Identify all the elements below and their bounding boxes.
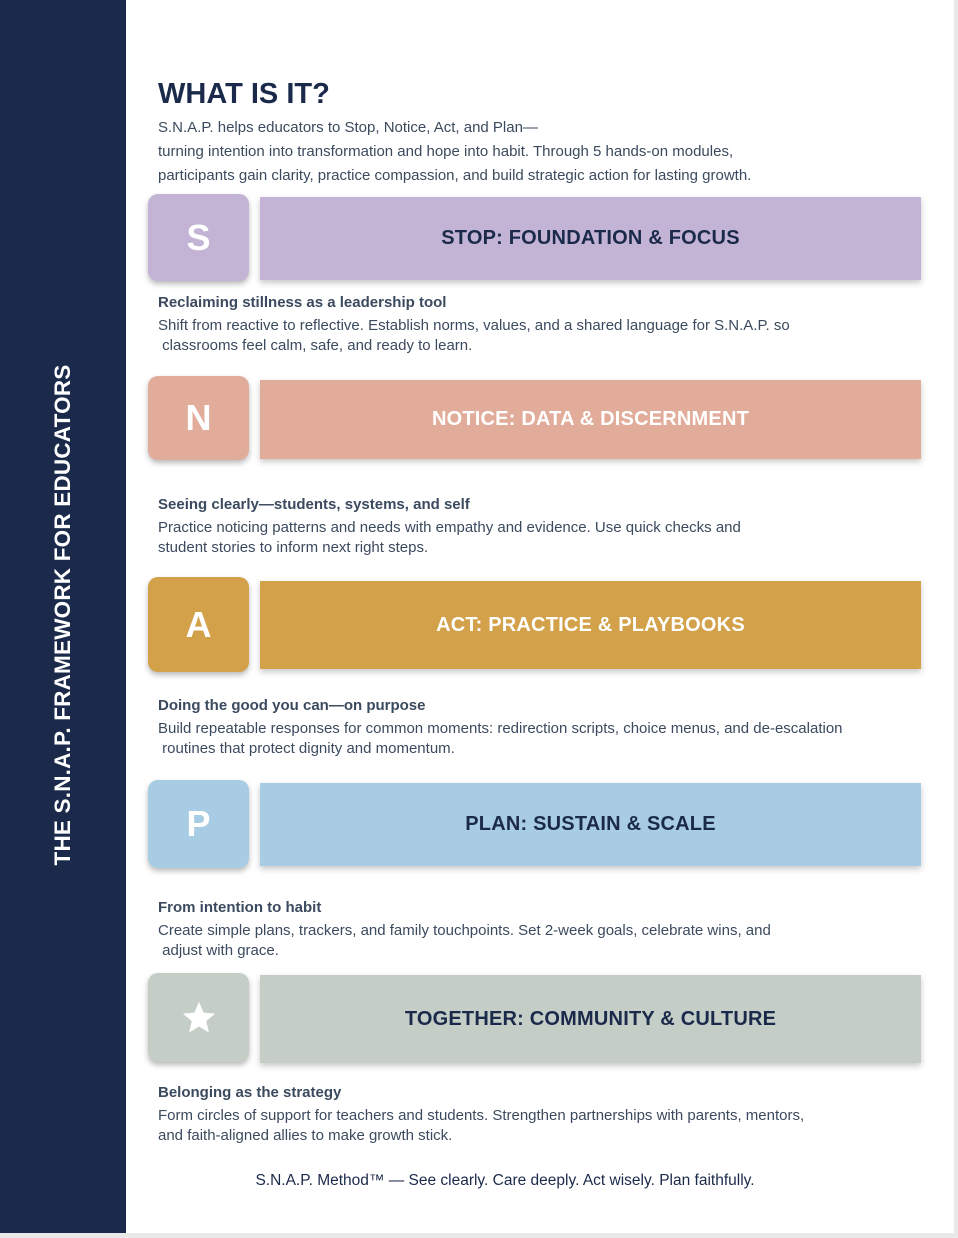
description-line: and faith-aligned allies to make growth stick.	[158, 1127, 453, 1144]
footer-tagline: S.N.A.P. Method™ — See clearly. Care deeply. Act wisely. Plan faithfully.	[255, 1172, 755, 1189]
section-bar-act	[260, 581, 921, 669]
section-bar-stop	[260, 197, 921, 280]
description-line: routines that protect dignity and momentum.	[158, 740, 455, 757]
star-tile	[148, 973, 249, 1062]
page-bottom-edge	[0, 1233, 958, 1238]
section-description	[158, 1106, 928, 1146]
sidebar-title: THE S.N.A.P. FRAMEWORK FOR EDUCATORS	[50, 364, 75, 866]
section-title: STOP: FOUNDATION & FOCUS	[441, 227, 740, 249]
description-line: classrooms feel calm, safe, and ready to learn.	[158, 337, 473, 354]
section-subhead: Reclaiming stillness as a leadership tool	[158, 294, 447, 311]
intro-line: turning intention into transformation and hope into habit. Through 5 hands-on modules,	[158, 143, 734, 160]
section-subhead: Seeing clearly—students, systems, and self	[158, 496, 470, 513]
description-line: Create simple plans, trackers, and family touchpoints. Set 2-week goals, celebrate wins, and	[158, 922, 771, 939]
star-icon	[180, 999, 218, 1037]
section-title: TOGETHER: COMMUNITY & CULTURE	[404, 1007, 777, 1030]
section-subhead: Belonging as the strategy	[158, 1084, 342, 1101]
section-subhead: Doing the good you can—on purpose	[158, 697, 426, 714]
letter-tile-n: N	[148, 376, 249, 460]
letter-tile-a: A	[148, 577, 249, 672]
intro-line: S.N.A.P. helps educators to Stop, Notice, Act, and Plan—	[158, 119, 538, 136]
section-title: NOTICE: DATA & DISCERNMENT	[431, 408, 750, 430]
section-title: ACT: PRACTICE & PLAYBOOKS	[436, 613, 745, 636]
intro-paragraph	[158, 116, 938, 188]
intro-line: participants gain clarity, practice compassion, and build strategic action for lasting growth.	[158, 167, 752, 184]
sidebar	[0, 0, 126, 1233]
description-line: Build repeatable responses for common moments: redirection scripts, choice menus, and de-escalation	[158, 720, 843, 737]
description-line: Practice noticing patterns and needs with empathy and evidence. Use quick checks and	[158, 519, 741, 536]
section-description	[158, 719, 928, 759]
description-line: Shift from reactive to reflective. Establish norms, values, and a shared language for S.N.A.P. so	[158, 317, 790, 334]
section-bar-plan	[260, 783, 921, 866]
section-description	[158, 316, 928, 356]
section-bar-notice	[260, 380, 921, 459]
section-description	[158, 921, 928, 961]
description-line: Form circles of support for teachers and students. Strengthen partnerships with parents, mentors,	[158, 1107, 805, 1124]
section-subhead: From intention to habit	[158, 899, 322, 916]
letter-tile-p: P	[148, 780, 249, 868]
description-line: student stories to inform next right steps.	[158, 539, 429, 556]
letter-tile-s: S	[148, 194, 249, 281]
section-description	[158, 518, 928, 558]
section-title: PLAN: SUSTAIN & SCALE	[465, 813, 716, 835]
section-bar-together	[260, 975, 921, 1063]
description-line: adjust with grace.	[158, 942, 279, 959]
page-edge	[954, 0, 958, 1238]
page-title: WHAT IS IT?	[158, 78, 330, 110]
